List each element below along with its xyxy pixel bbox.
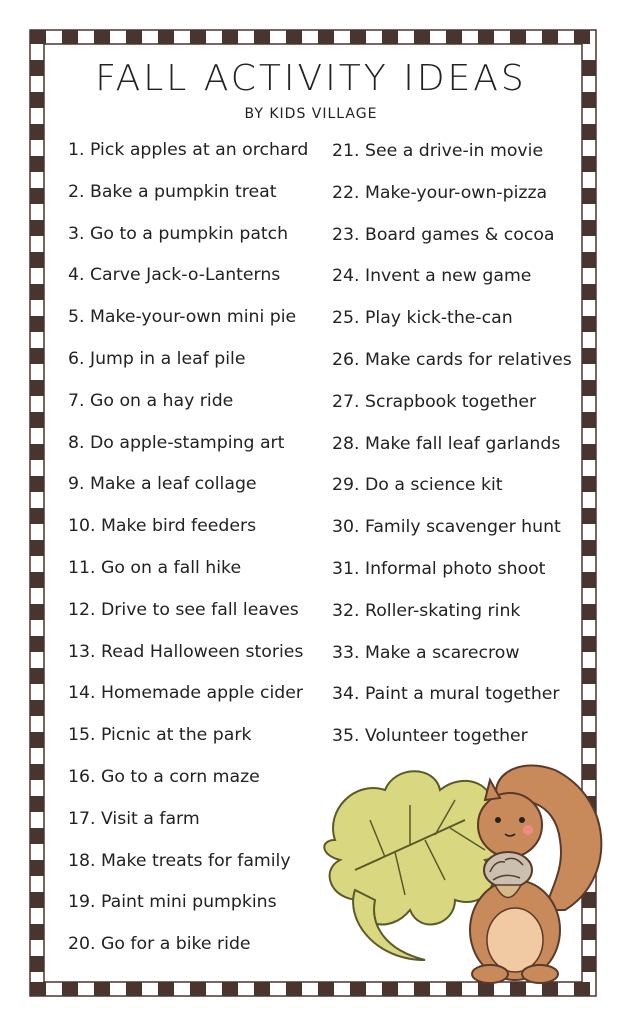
activity-item: 20. Go for a bike ride bbox=[68, 934, 251, 955]
page-subtitle: BY KIDS VILLAGE bbox=[244, 106, 378, 122]
activity-item: 4. Carve Jack-o-Lanterns bbox=[68, 265, 281, 286]
activity-item: 10. Make bird feeders bbox=[68, 516, 257, 537]
activity-item: 9. Make a leaf collage bbox=[68, 474, 257, 495]
activity-item: 27. Scrapbook together bbox=[332, 391, 537, 412]
activity-item: 19. Paint mini pumpkins bbox=[68, 892, 277, 913]
activity-item: 12. Drive to see fall leaves bbox=[68, 599, 299, 620]
activity-item: 26. Make cards for relatives bbox=[332, 350, 572, 370]
activity-item: 14. Homemade apple cider bbox=[68, 683, 303, 704]
activity-item: 3. Go to a pumpkin patch bbox=[68, 223, 289, 244]
activity-item: 31. Informal photo shoot bbox=[332, 559, 546, 579]
activity-item: 17. Visit a farm bbox=[68, 808, 200, 829]
activity-item: 23. Board games & cocoa bbox=[332, 224, 555, 245]
activity-item: 30. Family scavenger hunt bbox=[332, 517, 561, 538]
page-title: FALL ACTIVITY IDEAS bbox=[95, 58, 527, 99]
activity-item: 6. Jump in a leaf pile bbox=[68, 349, 246, 369]
autumn-illustration bbox=[315, 760, 615, 985]
activity-item: 18. Make treats for family bbox=[68, 850, 291, 871]
activity-item: 21. See a drive-in movie bbox=[332, 141, 544, 161]
activity-item: 16. Go to a corn maze bbox=[68, 767, 260, 787]
activity-item: 7. Go on a hay ride bbox=[68, 390, 234, 411]
activity-item: 29. Do a science kit bbox=[332, 475, 503, 496]
activity-item: 35. Volunteer together bbox=[332, 726, 528, 747]
activity-item: 2. Bake a pumpkin treat bbox=[68, 181, 277, 202]
activity-item: 22. Make-your-own-pizza bbox=[332, 182, 548, 203]
activity-item: 1. Pick apples at an orchard bbox=[68, 140, 309, 160]
activity-item: 15. Picnic at the park bbox=[68, 725, 252, 746]
activity-item: 8. Do apple-stamping art bbox=[68, 432, 285, 453]
activity-item: 11. Go on a fall hike bbox=[68, 558, 242, 578]
activity-item: 28. Make fall leaf garlands bbox=[332, 433, 561, 454]
activity-item: 32. Roller-skating rink bbox=[332, 600, 521, 621]
activity-item: 33. Make a scarecrow bbox=[332, 642, 520, 663]
activity-item: 34. Paint a mural together bbox=[332, 684, 560, 705]
activity-item: 13. Read Halloween stories bbox=[68, 641, 304, 662]
activity-item: 25. Play kick-the-can bbox=[332, 308, 513, 329]
activity-item: 5. Make-your-own mini pie bbox=[68, 307, 297, 328]
activity-item: 24. Invent a new game bbox=[332, 266, 532, 287]
